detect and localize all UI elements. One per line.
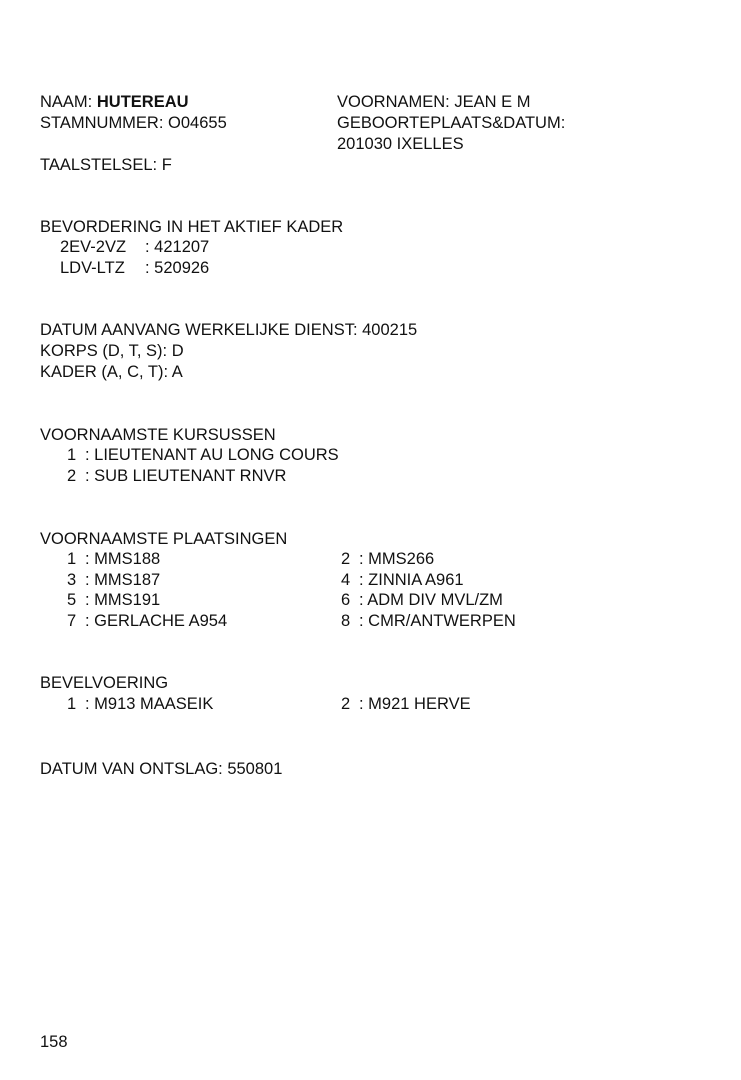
kursussen-title: VOORNAAMSTE KURSUSSEN <box>40 426 276 444</box>
voornamen-label: VOORNAMEN: <box>337 93 450 111</box>
plaatsing-num: 1 <box>67 550 77 568</box>
plaatsing-num: 5 <box>67 591 77 609</box>
bevelvoering-item <box>67 694 213 715</box>
stamnummer-label: STAMNUMMER: <box>40 114 164 132</box>
plaatsing-item <box>341 590 503 611</box>
plaatsing-text: : CMR/ANTWERPEN <box>359 612 516 630</box>
plaatsingen-title: VOORNAAMSTE PLAATSINGEN <box>40 530 288 548</box>
naam-line <box>40 92 189 113</box>
plaatsing-item <box>341 570 464 591</box>
bevelvoering-item <box>341 694 471 715</box>
kursus-item <box>67 466 286 487</box>
kader: KADER (A, C, T): A <box>40 363 183 381</box>
plaatsing-text: : MMS188 <box>85 550 161 568</box>
plaatsing-item <box>67 590 160 611</box>
bevelvoering-text: : M913 MAASEIK <box>85 695 214 713</box>
plaatsing-text: : MMS191 <box>85 591 161 609</box>
plaatsing-num: 6 <box>341 591 351 609</box>
plaatsing-text: : GERLACHE A954 <box>85 612 228 630</box>
bevelvoering-num: 2 <box>341 695 351 713</box>
taalstelsel-line <box>40 155 172 176</box>
kursus-num: 1 <box>67 446 77 464</box>
plaatsing-item <box>67 549 160 570</box>
page-number: 158 <box>40 1033 68 1051</box>
plaatsing-item <box>67 611 227 632</box>
naam-value: HUTEREAU <box>96 93 189 111</box>
geboorte-value: 201030 IXELLES <box>337 135 464 153</box>
bevordering-date: : 421207 <box>145 238 210 256</box>
taalstelsel-value: F <box>161 156 172 174</box>
plaatsing-item <box>67 570 160 591</box>
bevordering-rank: LDV-LTZ <box>60 259 125 277</box>
plaatsing-text: : ZINNIA A961 <box>359 571 464 589</box>
bevelvoering-title: BEVELVOERING <box>40 674 169 692</box>
bevordering-title: BEVORDERING IN HET AKTIEF KADER <box>40 218 344 236</box>
bevordering-item <box>60 237 209 258</box>
voornamen-line <box>337 92 530 113</box>
geboorte-label: GEBOORTEPLAATS&DATUM: <box>337 114 566 132</box>
plaatsing-num: 8 <box>341 612 351 630</box>
kursus-item <box>67 445 339 466</box>
kursus-num: 2 <box>67 467 77 485</box>
bevelvoering-num: 1 <box>67 695 77 713</box>
plaatsing-num: 4 <box>341 571 351 589</box>
taalstelsel-label: TAALSTELSEL: <box>40 156 158 174</box>
plaatsing-item <box>341 611 516 632</box>
bevelvoering-text: : M921 HERVE <box>359 695 471 713</box>
bevordering-item <box>60 258 209 279</box>
kursus-text: : LIEUTENANT AU LONG COURS <box>85 446 339 464</box>
plaatsing-text: : MMS266 <box>359 550 435 568</box>
korps: KORPS (D, T, S): D <box>40 342 184 360</box>
plaatsing-text: : ADM DIV MVL/ZM <box>359 591 503 609</box>
stamnummer-line <box>40 113 227 134</box>
plaatsing-text: : MMS187 <box>85 571 161 589</box>
bevordering-date: : 520926 <box>145 259 210 277</box>
plaatsing-num: 7 <box>67 612 77 630</box>
plaatsing-num: 2 <box>341 550 351 568</box>
aanvang-dienst: DATUM AANVANG WERKELIJKE DIENST: 400215 <box>40 321 418 339</box>
plaatsing-num: 3 <box>67 571 77 589</box>
stamnummer-value: O04655 <box>168 114 227 132</box>
plaatsing-item <box>341 549 434 570</box>
ontslag-date: DATUM VAN ONTSLAG: 550801 <box>40 760 283 778</box>
kursus-text: : SUB LIEUTENANT RNVR <box>85 467 287 485</box>
naam-label: NAAM: <box>40 93 93 111</box>
bevordering-rank: 2EV-2VZ <box>60 238 127 256</box>
voornamen-value: JEAN E M <box>454 93 531 111</box>
